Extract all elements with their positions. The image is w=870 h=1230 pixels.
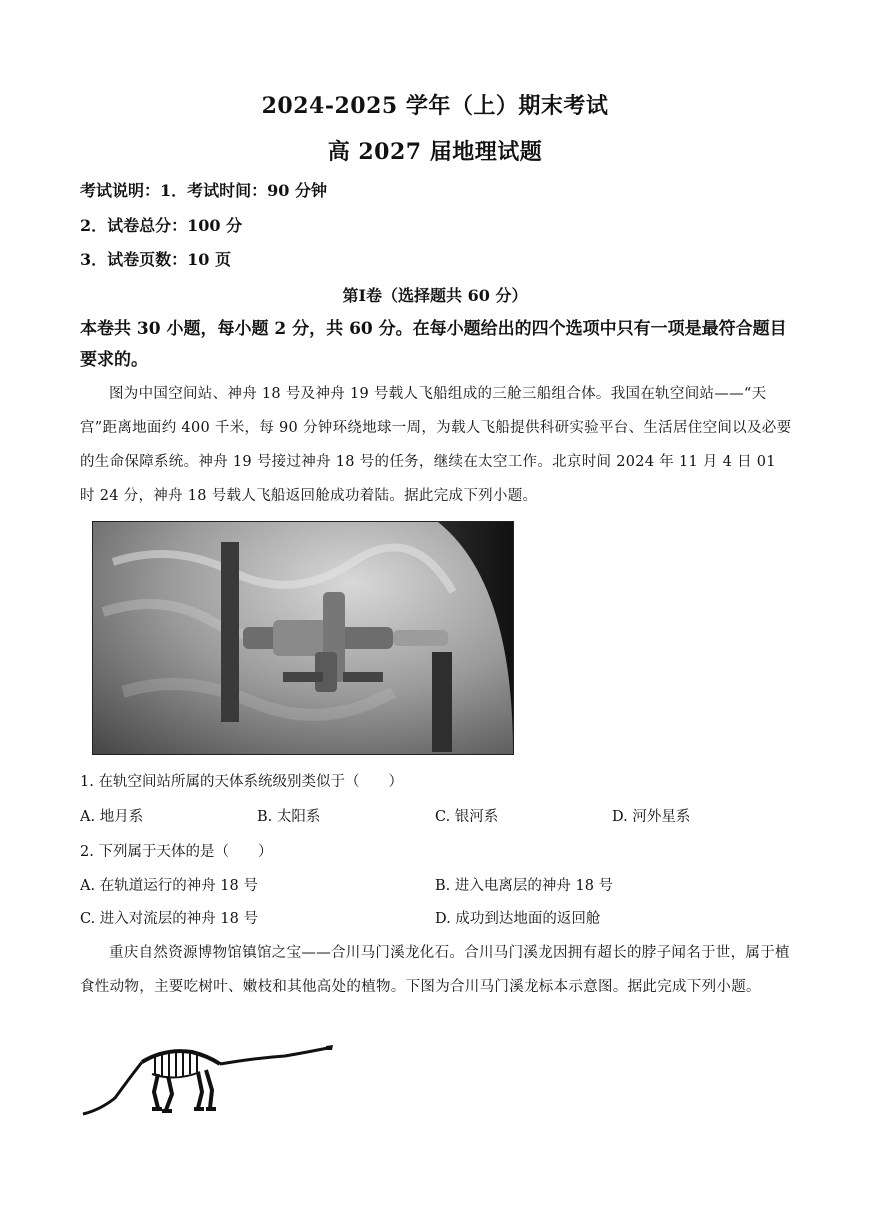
question-1-stem: 1. 在轨空间站所属的天体系统级别类似于（ ）: [80, 774, 403, 790]
exam-note-pages: 3．试卷页数：10 页: [80, 250, 231, 269]
exam-subtitle: 高 2027 届地理试题: [327, 139, 543, 165]
space-station-illustration: [93, 522, 513, 754]
question-2-option-a: A. 在轨道运行的神舟 18 号: [80, 878, 258, 894]
passage-dinosaur: 重庆自然资源博物馆镇馆之宝——合川马门溪龙化石。合川马门溪龙因拥有超长的脖子闻名于世，属于植食性动物，主要吃树叶、嫩枝和其他高处的植物。下图为合川马门溪龙标本示意图。据此完成下列小题。: [80, 945, 790, 995]
question-2-stem: 2. 下列属于天体的是（ ）: [80, 844, 273, 860]
question-2-option-c: C. 进入对流层的神舟 18 号: [80, 911, 258, 927]
question-2-option-d: D. 成功到达地面的返回舱: [435, 911, 601, 927]
section-instruction: 本卷共 30 小题，每小题 2 分，共 60 分。在每小题给出的四个选项中只有一项是最符合题目要求的。: [80, 319, 787, 370]
question-2-option-b: B. 进入电离层的神舟 18 号: [435, 878, 614, 894]
dinosaur-skeleton-figure: [80, 1040, 335, 1120]
question-1-option-d: D. 河外星系: [612, 809, 691, 825]
passage-space-station: 图为中国空间站、神舟 18 号及神舟 19 号载人飞船组成的三舱三船组合体。我国在轨空间站——“天宫”距离地面约 400 千米，每 90 分钟环绕地球一周，为载人飞船提供科研实验平台、生活居住空间以及必要的生命保障系统。神舟 19 号接过神舟 18 号的任务，继续在太空工作。北京时间 2024 年 11 月 4 日 01 时 24 分，神舟 18 号载人飞船返回舱成功着陆。据此完成下列小题。: [80, 386, 792, 504]
question-1-option-a: A. 地月系: [80, 809, 144, 825]
space-station-photo: [92, 521, 514, 755]
question-1-option-b: B. 太阳系: [257, 809, 321, 825]
question-1-option-c: C. 银河系: [435, 809, 499, 825]
exam-title: 2024-2025 学年（上）期末考试: [261, 93, 609, 119]
dinosaur-skeleton-illustration: [80, 1040, 335, 1120]
section-title: 第Ⅰ卷（选择题共 60 分）: [342, 286, 528, 305]
exam-note-time: 考试说明：1．考试时间：90 分钟: [80, 181, 327, 200]
exam-note-score: 2．试卷总分：100 分: [80, 216, 243, 235]
